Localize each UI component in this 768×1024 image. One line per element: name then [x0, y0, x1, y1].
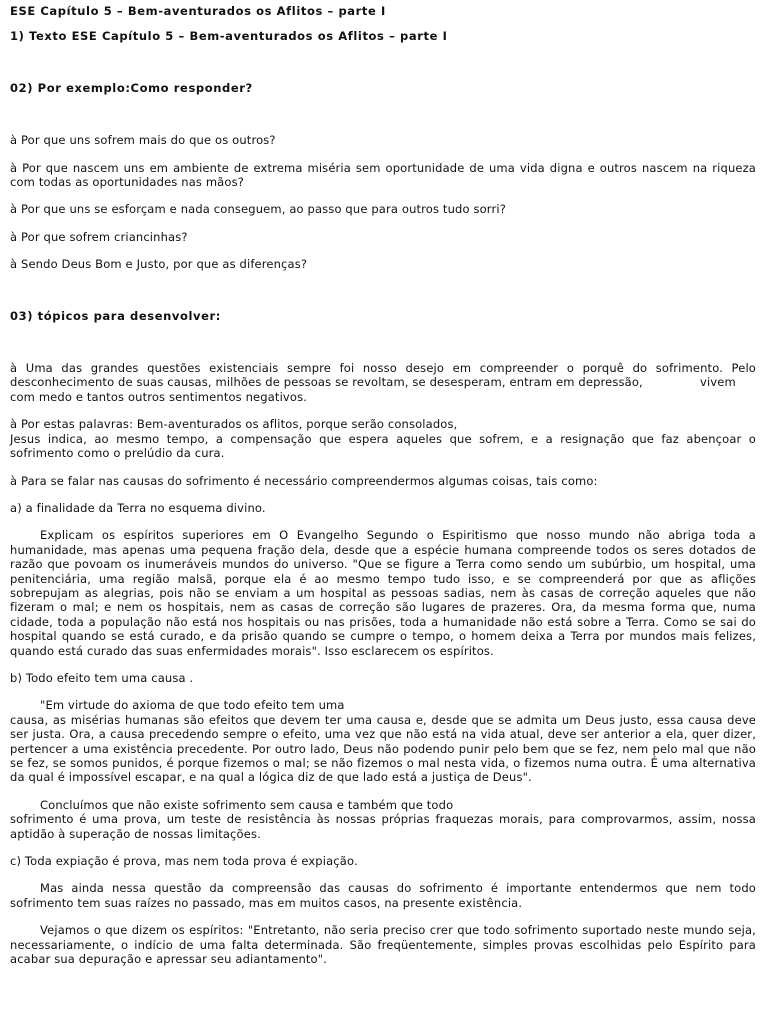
subtopic-d-text: Vejamos o que dizem os espíritos: "Entretanto, não seria preciso crer que todo sofrimento suportado neste mundo seja, necessariamente, o indício de uma falta determinada. São freqüentemente, simples provas escolhidas pelo Espírito para acabar sua depuração e apressar seu adiantamento".: [10, 923, 756, 967]
subtopic-b-conclusion-line1: Concluímos que não existe sofrimento sem causa e também que todo: [40, 797, 454, 812]
topic-paragraph-1-text: à Uma das grandes questões existenciais sempre foi nosso desejo em compreender o porquê do sofrimento. Pelo desconhecimento de suas causas, milhões de pessoas se revoltam, se desesperam, entram em depressão,: [10, 361, 756, 390]
section-heading-2: 02) Por exemplo:Como responder?: [10, 80, 253, 95]
subtopic-b-heading: b) Todo efeito tem uma causa .: [10, 670, 194, 685]
subtopic-a-text: Explicam os espíritos superiores em O Evangelho Segundo o Espiritismo que nosso mundo não abriga toda a humanidade, mas apenas uma pequena fração dela, desde que a espécie humana compreende todos os seres dotados de razão que povoam os inumeráveis mundos do universo. "Que se figure a Terra como sendo um subúrbio, um hospital, uma penitenciária, uma região malsã, porque ela é ao mesmo tempo tudo isso, e se compreenderá por que as aflições sobrepujam as alegrias, pois não se enviam a um hospital as pessoas sadias, nem às casas de correção aqueles que não fizeram o mal; e nem os hospitais, nem as casas de correção são lugares de prazeres. Ora, da mesma forma que, numa cidade, toda a população não está nos hospitais ou nas prisões, toda a humanidade não está sobre a Terra. Como se sai do hospital quando se está curado, e da prisão quando se cumpre o tempo, o homem deixa a Terra por mundos mais felizes, quando está curado das suas enfermidades morais". Isso esclarecem os espíritos.: [10, 528, 756, 658]
topic-paragraph-2-line1: à Por estas palavras: Bem-aventurados os aflitos, porque serão consolados,: [10, 417, 458, 432]
subtopic-b-quote: [10, 698, 756, 784]
question-1: à Por que uns sofrem mais do que os outros?: [10, 133, 276, 148]
topic-paragraph-1-overlap-text: vivem: [700, 375, 736, 390]
topic-paragraph-2: [10, 417, 756, 460]
question-3: à Por que uns se esforçam e nada conseguem, ao passo que para outros tudo sorri?: [10, 202, 506, 217]
topic-paragraph-3: à Para se falar nas causas do sofrimento é necessário compreendermos algumas coisas, tais como:: [10, 473, 598, 488]
subtopic-c-text: Mas ainda nessa questão da compreensão das causas do sofrimento é importante entendermos que nem todo sofrimento tem suas raízes no passado, mas em muitos casos, na presente existência.: [10, 881, 756, 910]
topic-paragraph-1-end: com medo e tantos outros sentimentos negativos.: [10, 389, 308, 404]
question-2: à Por que nascem uns em ambiente de extrema miséria sem oportunidade de uma vida digna e outros nascem na riqueza com todas as oportunidades nas mãos?: [10, 160, 756, 190]
topic-paragraph-2-rest: Jesus indica, ao mesmo tempo, a compensação que espera aqueles que sofrem, e a resignação que faz abençoar o sofrimento como o prelúdio da cura.: [10, 431, 756, 461]
subtopic-b-conclusion-rest: sofrimento é uma prova, um teste de resistência às nossas próprias fraquezas morais, para comprovarmos, assim, nossa aptidão à superação de nossas limitações.: [10, 812, 756, 841]
question-4: à Por que sofrem criancinhas?: [10, 229, 188, 244]
section-heading-1: 1) Texto ESE Capítulo 5 – Bem-aventurados os Aflitos – parte I: [10, 29, 448, 44]
document-title: ESE Capítulo 5 – Bem-aventurados os Aflitos – parte I: [10, 4, 386, 18]
subtopic-c-heading: c) Toda expiação é prova, mas nem toda prova é expiação.: [10, 854, 358, 869]
subtopic-b-quote-line1: "Em virtude do axioma de que todo efeito tem uma: [40, 698, 345, 713]
subtopic-b-quote-rest: causa, as misérias humanas são efeitos que devem ter uma causa e, desde que se admita um Deus justo, essa causa deve ser justa. Ora, a causa precedendo sempre o efeito, uma vez que não está na vida atual, deve ser anterior a ela, quer dizer, pertencer a uma existência precedente. Por outro lado, Deus não podendo punir pelo bem que se fez, nem pelo mal que não se fez, se somos punidos, é porque fizemos o mal; se não fizemos o mal nesta vida, o fizemos numa outra. É uma alternativa da qual é impossível escapar, e na qual a lógica diz de que lado está a justiça de Deus".: [10, 712, 756, 785]
section-heading-3: 03) tópicos para desenvolver:: [10, 308, 221, 323]
question-5: à Sendo Deus Bom e Justo, por que as diferenças?: [10, 257, 308, 272]
topic-paragraph-1: [10, 361, 756, 404]
subtopic-a-heading: a) a finalidade da Terra no esquema divino.: [10, 500, 266, 515]
subtopic-b-conclusion: [10, 798, 756, 841]
